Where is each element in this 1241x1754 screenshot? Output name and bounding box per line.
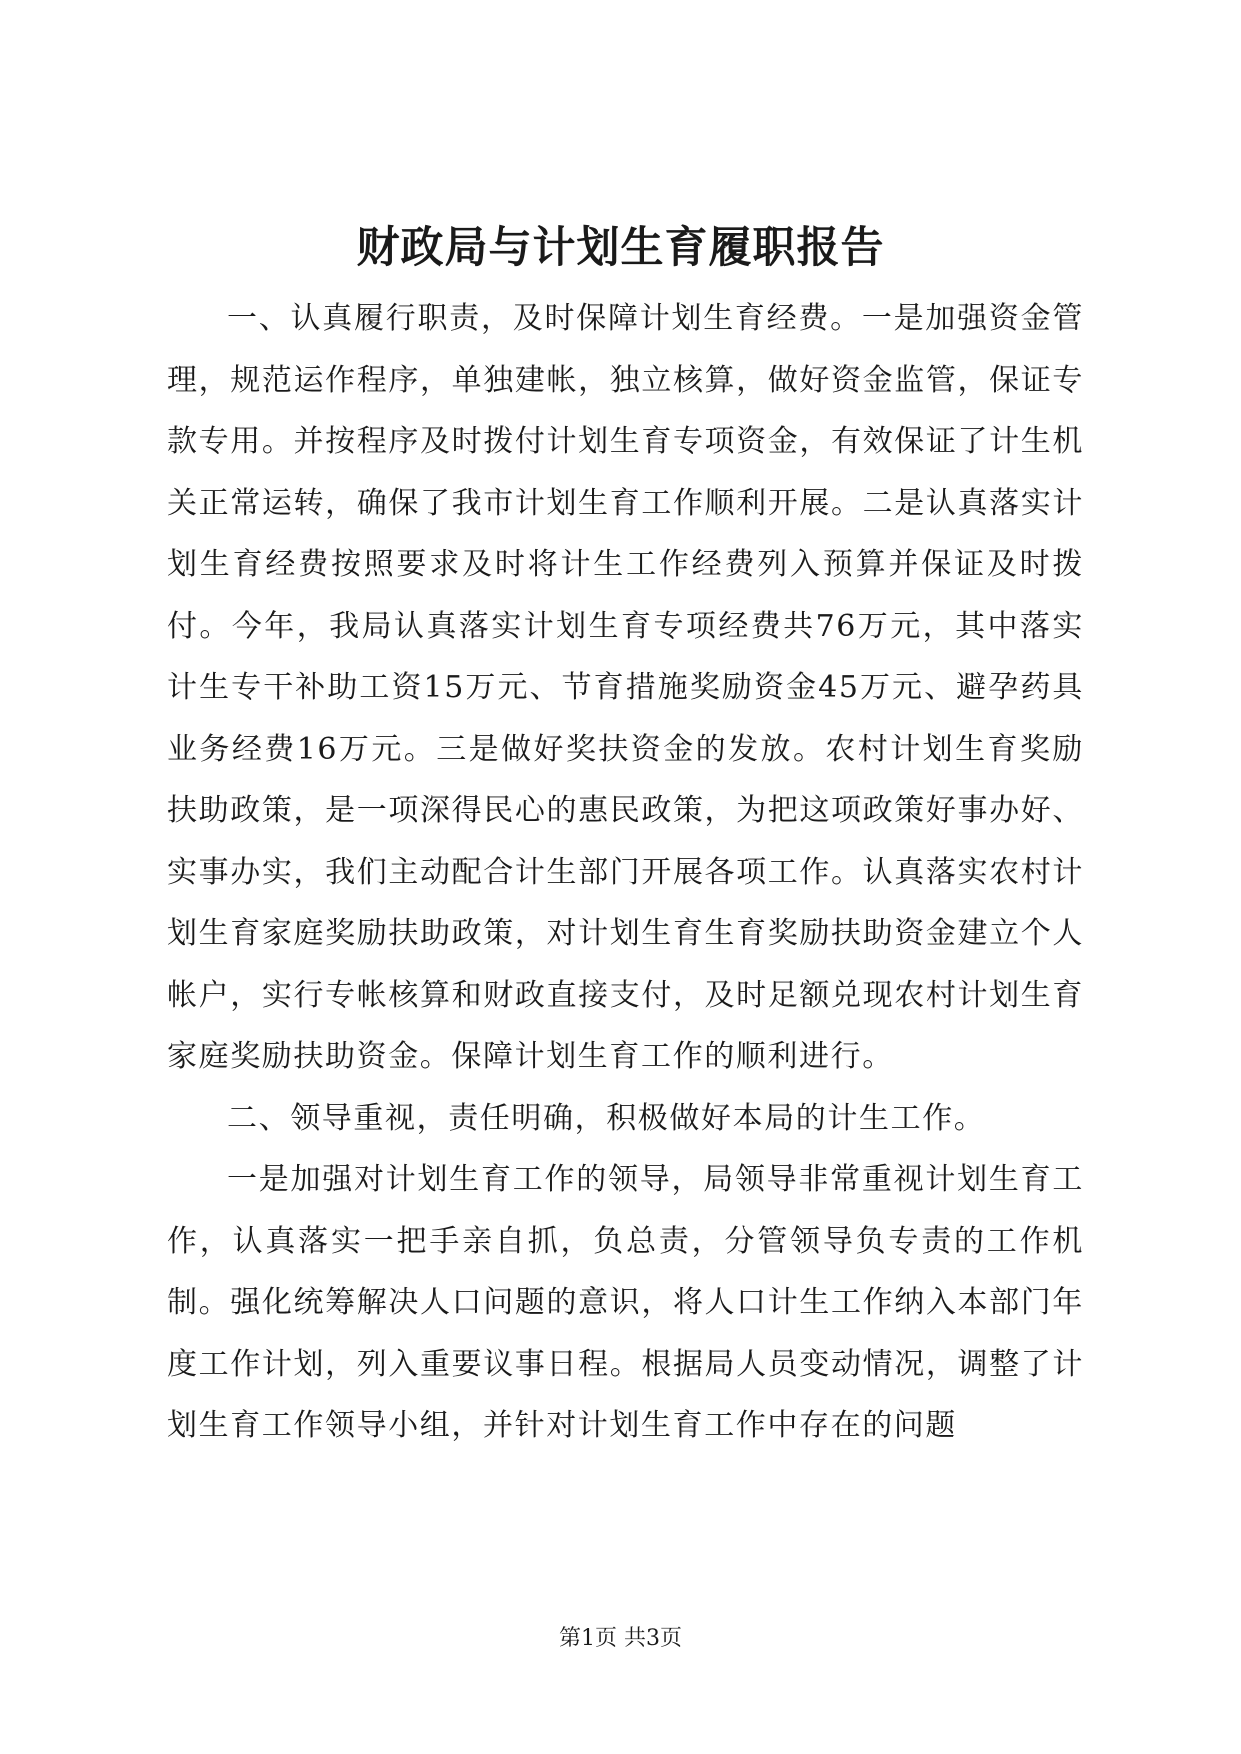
document-body xyxy=(167,288,1084,1457)
document-title: 财政局与计划生育履职报告 xyxy=(356,223,885,273)
paragraph-3: 一是加强对计划生育工作的领导，局领导非常重视计划生育工作，认真落实一把手亲自抓，负总责，分管领导负专责的工作机制。强化统筹解决人口问题的意识，将人口计生工作纳入本部门年度工作计划，列入重要议事日程。根据局人员变动情况，调整了计划生育工作领导小组，并针对计划生育工作中存在的问题 xyxy=(167,1162,1084,1443)
page-number-footer: 第1页 共3页 xyxy=(559,1626,682,1651)
paragraph-1: 一、认真履行职责，及时保障计划生育经费。一是加强资金管理，规范运作程序，单独建帐，独立核算，做好资金监管，保证专款专用。并按程序及时拨付计划生育专项资金，有效保证了计生机关正常运转，确保了我市计划生育工作顺利开展。二是认真落实计划生育经费按照要求及时将计生工作经费列入预算并保证及时拨付。今年，我局认真落实计划生育专项经费共76万元，其中落实计生专干补助工资15万元、节育措施奖励资金45万元、避孕药具业务经费16万元。三是做好奖扶资金的发放。农村计划生育奖励扶助政策，是一项深得民心的惠民政策，为把这项政策好事办好、实事办实，我们主动配合计生部门开展各项工作。认真落实农村计划生育家庭奖励扶助政策，对计划生育生育奖励扶助资金建立个人帐户，实行专帐核算和财政直接支付，及时足额兑现农村计划生育家庭奖励扶助资金。保障计划生育工作的顺利进行。 xyxy=(167,301,1084,1074)
paragraph-2: 二、领导重视，责任明确，积极做好本局的计生工作。 xyxy=(227,1100,986,1136)
